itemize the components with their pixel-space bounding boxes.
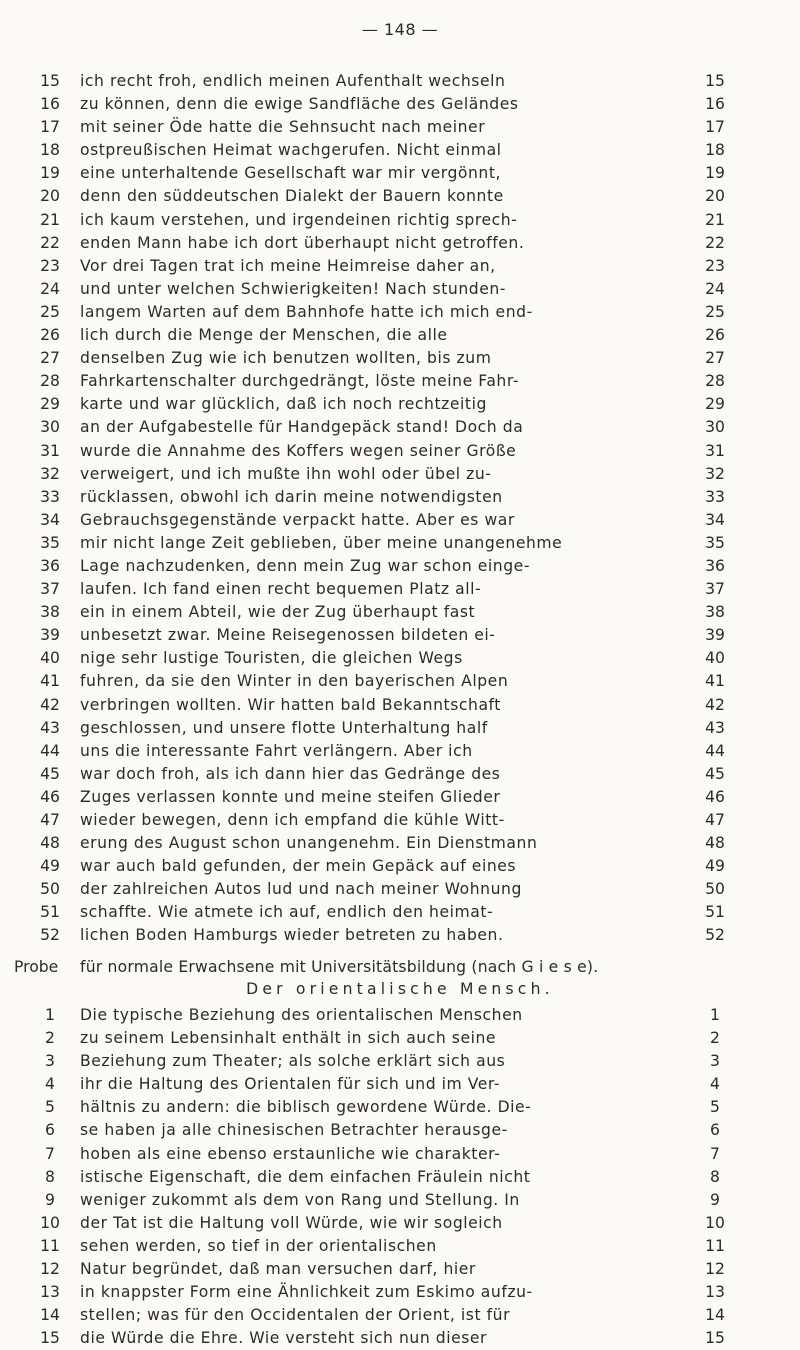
text-line [0,647,800,670]
line-number-right: 45 [705,764,725,783]
line-number-left: 25 [40,302,60,321]
line-number-left: 26 [40,326,60,345]
text-line [0,694,800,717]
line-number-left: 3 [45,1052,55,1071]
line-number-right: 40 [705,649,725,668]
line-number-right: 46 [705,787,725,806]
line-text: Lage nachzudenken, denn mein Zug war schon einge- [80,556,531,575]
line-number-left: 44 [40,741,60,760]
line-number-left: 45 [40,764,60,783]
line-number-left: 15 [40,1329,60,1348]
line-number-right: 10 [705,1213,725,1232]
line-text: Beziehung zum Theater; als solche erklärt sich aus [80,1052,506,1071]
line-number-right: 41 [705,672,725,691]
text-line [0,763,800,786]
line-number-right: 38 [705,603,725,622]
line-text: hoben als eine ebenso erstaunliche wie charakter- [80,1144,501,1163]
text-line [0,1143,800,1166]
text-line [0,93,800,116]
line-text: wurde die Annahme des Koffers wegen seiner Größe [80,441,517,460]
line-text: und unter welchen Schwierigkeiten! Nach stunden- [80,279,506,298]
text-line [0,1304,800,1327]
line-text: mir nicht lange Zeit geblieben, über meine unangenehme [80,533,563,552]
line-number-left: 39 [40,626,60,645]
section-2-text [0,1004,800,1350]
text-line [0,1050,800,1073]
text-line [0,209,800,232]
text-line [0,624,800,647]
line-number-left: 4 [45,1075,55,1094]
line-text: mit seiner Öde hatte die Sehnsucht nach meiner [80,118,486,137]
line-number-left: 30 [40,418,60,437]
text-line [0,555,800,578]
line-number-right: 6 [710,1121,720,1140]
line-number-left: 18 [40,141,60,160]
line-text: ich kaum verstehen, und irgendeinen richtig sprech- [80,210,518,229]
line-text: laufen. Ich fand einen recht bequemen Platz all- [80,580,482,599]
text-line [0,1166,800,1189]
line-text: ich recht froh, endlich meinen Aufenthalt wechseln [80,72,506,90]
text-line [0,855,800,878]
line-number-right: 48 [705,834,725,853]
line-number-left: 5 [45,1098,55,1117]
text-line [0,601,800,624]
line-number-right: 19 [705,164,725,183]
line-number-right: 39 [705,626,725,645]
line-number-left: 43 [40,718,60,737]
line-number-right: 30 [705,418,725,437]
line-text: ihr die Haltung des Orientalen für sich und im Ver- [80,1075,501,1094]
line-number-right: 4 [710,1075,720,1094]
text-line [0,370,800,393]
text-line [0,440,800,463]
line-number-right: 52 [705,926,725,945]
line-number-right: 9 [710,1190,720,1209]
line-number-right: 34 [705,510,725,529]
text-line [0,232,800,255]
line-number-left: 11 [40,1236,60,1255]
line-number-left: 40 [40,649,60,668]
text-line [0,1281,800,1304]
line-text: schaffte. Wie atmete ich auf, endlich den heimat- [80,903,494,922]
text-line [0,486,800,509]
line-number-left: 22 [40,233,60,252]
line-text: verweigert, und ich mußte ihn wohl oder übel zu- [80,464,492,483]
text-line [0,901,800,924]
line-text: weniger zukommt als dem von Rang und Stellung. In [80,1190,520,1209]
line-text: erung des August schon unangenehm. Ein Dienstmann [80,834,538,853]
line-text: denn den süddeutschen Dialekt der Bauern konnte [80,187,504,206]
line-number-right: 33 [705,487,725,506]
line-text: istische Eigenschaft, die dem einfachen Fräulein nicht [80,1167,531,1186]
line-number-left: 31 [40,441,60,460]
line-number-right: 31 [705,441,725,460]
line-number-right: 16 [705,95,725,114]
text-line [0,786,800,809]
line-number-right: 43 [705,718,725,737]
line-text: Natur begründet, daß man versuchen darf, hier [80,1260,476,1279]
line-number-left: 33 [40,487,60,506]
text-line [0,70,800,93]
line-number-left: 1 [45,1006,55,1024]
text-line [0,393,800,416]
line-text: Die typische Beziehung des orientalischen Menschen [80,1006,523,1024]
text-line [0,878,800,901]
line-number-right: 44 [705,741,725,760]
line-number-right: 49 [705,857,725,876]
text-line [0,324,800,347]
line-number-left: 49 [40,857,60,876]
text-line [0,509,800,532]
line-number-left: 16 [40,95,60,114]
line-text: nige sehr lustige Touristen, die gleichen Wegs [80,649,463,668]
section-1-text [0,70,800,948]
line-text: lich durch die Menge der Menschen, die alle [80,326,448,345]
text-line [0,740,800,763]
line-number-left: 32 [40,464,60,483]
line-text: enden Mann habe ich dort überhaupt nicht getroffen. [80,233,525,252]
probe-label: Probe [14,958,59,976]
line-text: se haben ja alle chinesischen Betrachter herausge- [80,1121,508,1140]
line-number-left: 47 [40,811,60,829]
line-number-right: 32 [705,464,725,483]
line-text: zu seinem Lebensinhalt enthält in sich auch seine [80,1029,497,1048]
line-number-right: 27 [705,349,725,368]
line-text: war doch froh, als ich dann hier das Gedränge des [80,764,501,783]
probe-heading [0,955,800,979]
line-number-left: 46 [40,787,60,806]
text-line [0,185,800,208]
line-number-left: 2 [45,1029,55,1048]
line-number-right: 3 [710,1052,720,1071]
line-number-left: 7 [45,1144,55,1163]
line-number-left: 24 [40,279,60,298]
line-number-right: 13 [705,1283,725,1302]
page-number: — 148 — [361,20,439,39]
line-number-left: 50 [40,880,60,899]
line-number-right: 1 [710,1006,720,1024]
text-line [0,162,800,185]
line-text: rücklassen, obwohl ich darin meine notwendigsten [80,487,503,506]
line-number-right: 20 [705,187,725,206]
line-number-left: 9 [45,1190,55,1209]
line-number-left: 10 [40,1213,60,1232]
line-text: in knappster Form eine Ähnlichkeit zum Eskimo aufzu- [80,1283,533,1302]
line-text: ein in einem Abteil, wie der Zug überhaupt fast [80,603,476,622]
text-line [0,670,800,693]
line-number-right: 5 [710,1098,720,1117]
line-text: wieder bewegen, denn ich empfand die kühle Witt- [80,811,505,829]
line-number-right: 14 [705,1306,725,1325]
line-text: stellen; was für den Occidentalen der Orient, ist für [80,1306,511,1325]
probe-heading-text: für normale Erwachsene mit Universitätsbildung (nach G i e s e). [80,958,599,976]
section-subtitle: Der orientalische Mensch. [246,980,554,998]
line-text: langem Warten auf dem Bahnhofe hatte ich mich end- [80,302,533,321]
text-line [0,1235,800,1258]
line-number-left: 28 [40,372,60,391]
line-number-left: 35 [40,533,60,552]
text-line [0,717,800,740]
text-line [0,139,800,162]
line-text: zu können, denn die ewige Sandfläche des Geländes [80,95,519,114]
line-number-right: 23 [705,256,725,275]
text-line [0,255,800,278]
line-number-left: 42 [40,695,60,714]
line-number-left: 12 [40,1260,60,1279]
text-line [0,832,800,855]
text-line [0,1119,800,1142]
line-number-right: 42 [705,695,725,714]
line-text: geschlossen, und unsere flotte Unterhaltung half [80,718,488,737]
line-number-right: 47 [705,811,725,829]
line-text: uns die interessante Fahrt verlängern. Aber ich [80,741,473,760]
text-line [0,278,800,301]
text-line [0,116,800,139]
line-text: Zuges verlassen konnte und meine steifen Glieder [80,787,501,806]
line-text: hältnis zu andern: die biblisch gewordene Würde. Die- [80,1098,532,1117]
line-text: sehen werden, so tief in der orientalischen [80,1236,437,1255]
line-text: die Würde die Ehre. Wie versteht sich nun dieser [80,1329,488,1348]
text-line [0,1027,800,1050]
line-number-left: 36 [40,556,60,575]
line-number-left: 13 [40,1283,60,1302]
line-number-left: 27 [40,349,60,368]
line-text: Fahrkartenschalter durchgedrängt, löste meine Fahr- [80,372,519,391]
line-number-right: 50 [705,880,725,899]
line-number-left: 29 [40,395,60,414]
line-number-right: 35 [705,533,725,552]
line-number-left: 38 [40,603,60,622]
line-text: denselben Zug wie ich benutzen wollten, bis zum [80,349,492,368]
line-number-right: 15 [705,1329,725,1348]
text-line [0,809,800,832]
line-number-left: 34 [40,510,60,529]
text-line [0,1096,800,1119]
line-number-right: 22 [705,233,725,252]
line-number-right: 25 [705,302,725,321]
line-number-right: 2 [710,1029,720,1048]
line-text: an der Aufgabestelle für Handgepäck stand! Doch da [80,418,524,437]
line-number-right: 17 [705,118,725,137]
line-text: verbringen wollten. Wir hatten bald Bekanntschaft [80,695,501,714]
line-number-right: 29 [705,395,725,414]
text-line [0,532,800,555]
line-text: eine unterhaltende Gesellschaft war mir vergönnt, [80,164,502,183]
text-line [0,347,800,370]
line-number-left: 48 [40,834,60,853]
line-number-left: 19 [40,164,60,183]
line-number-right: 24 [705,279,725,298]
line-text: ostpreußischen Heimat wachgerufen. Nicht einmal [80,141,502,160]
line-number-left: 37 [40,580,60,599]
line-number-right: 51 [705,903,725,922]
line-number-left: 17 [40,118,60,137]
line-number-right: 21 [705,210,725,229]
line-number-right: 28 [705,372,725,391]
text-line [0,1212,800,1235]
line-number-right: 7 [710,1144,720,1163]
line-number-left: 8 [45,1167,55,1186]
line-number-right: 12 [705,1260,725,1279]
line-number-right: 11 [705,1236,725,1255]
line-text: Gebrauchsgegenstände verpackt hatte. Aber es war [80,510,515,529]
line-text: unbesetzt zwar. Meine Reisegenossen bildeten ei- [80,626,496,645]
line-number-right: 37 [705,580,725,599]
text-line [0,1189,800,1212]
line-number-left: 15 [40,72,60,90]
text-line [0,1327,800,1350]
line-number-right: 15 [705,72,725,90]
text-line [0,578,800,601]
line-number-right: 26 [705,326,725,345]
text-line [0,1073,800,1096]
line-text: der Tat ist die Haltung voll Würde, wie wir sogleich [80,1213,503,1232]
line-number-right: 8 [710,1167,720,1186]
line-number-left: 20 [40,187,60,206]
text-line [0,463,800,486]
line-text: fuhren, da sie den Winter in den bayerischen Alpen [80,672,509,691]
text-line [0,1258,800,1281]
line-number-right: 36 [705,556,725,575]
line-number-left: 14 [40,1306,60,1325]
text-line [0,301,800,324]
line-number-left: 21 [40,210,60,229]
line-number-right: 18 [705,141,725,160]
line-text: war auch bald gefunden, der mein Gepäck auf eines [80,857,517,876]
line-text: der zahlreichen Autos lud und nach meiner Wohnung [80,880,522,899]
line-number-left: 6 [45,1121,55,1140]
line-text: lichen Boden Hamburgs wieder betreten zu haben. [80,926,504,945]
text-line [0,924,800,947]
line-number-left: 52 [40,926,60,945]
text-line [0,416,800,439]
line-number-left: 51 [40,903,60,922]
text-line [0,1004,800,1027]
line-text: karte und war glücklich, daß ich noch rechtzeitig [80,395,487,414]
line-number-left: 41 [40,672,60,691]
line-text: Vor drei Tagen trat ich meine Heimreise daher an, [80,256,496,275]
line-number-left: 23 [40,256,60,275]
